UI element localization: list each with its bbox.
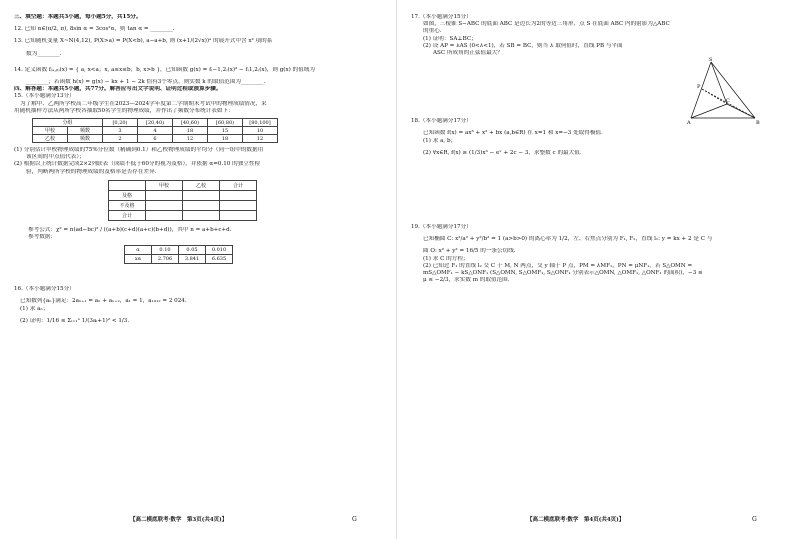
question-15-part2-line1: (2) 根据以上统计数据完成2×2列联表（成绩不低于60分的视为及格），并依据 α=0.10 的独立性检	[14, 161, 261, 168]
table-cell: 6.635	[206, 255, 233, 264]
table-cell: 4	[138, 127, 173, 135]
tetrahedron-figure	[687, 56, 783, 134]
table-cell: 0.010	[206, 246, 233, 255]
table-header-cell: [80,100]	[243, 119, 278, 127]
question-16-part1: (1) 求 aₙ；	[20, 305, 49, 312]
table-row	[125, 255, 233, 264]
table-header-cell: 乙校	[183, 180, 220, 190]
question-19-part1: (1) 求 C 的方程；	[423, 255, 469, 262]
table-header-row	[33, 119, 278, 127]
question-19-line2: 圆 O: x² + y² = 16/5 的一条公切线.	[423, 248, 516, 255]
table-cell: 2.706	[152, 255, 179, 264]
question-18-title: 18.（本小题满分17分）	[411, 118, 472, 125]
table-cell: 频数	[68, 127, 103, 135]
label-P: P	[697, 84, 701, 90]
question-15-part2-line2: 验，判断两所学校的物理成绩的及格率是否存在差异.	[26, 168, 157, 175]
question-13-line1: 13. 已知随机变量 X~N(4,12), P(X>a) = P(X<b), a−a+b, 则 (x+1/(2√x))ᵃ 的展开式中含 x² 项的系	[14, 38, 273, 45]
table-header-cell: 甲校	[146, 180, 183, 190]
table-cell: α	[125, 246, 152, 255]
table-cell	[146, 190, 183, 200]
table-cell	[146, 200, 183, 210]
table-cell: 频数	[68, 135, 103, 143]
reference-data-label: 参考数据：	[28, 234, 56, 241]
question-17-part2: (2) 设 AP = λAS (0<λ<1)，若 SB = BC，则当 λ 取何值时，直线 PB 与平面	[423, 42, 623, 49]
contingency-table	[108, 180, 257, 221]
table-cell: 18	[173, 127, 208, 135]
table-cell: 10	[243, 127, 278, 135]
question-14-line1: 14. 定义函数 f₍ₐ,ᵦ₎(x) = { a, x<a；x, a≤x≤b；b, x>b }，已知函数 g(x) = f₍−1,2₎(x)² − f₍1,2₎(x)，则 g(x) 的值域为	[14, 66, 315, 73]
question-17-title: 17.（本小题满分15分）	[411, 14, 472, 20]
table-cell: 及格	[109, 190, 146, 200]
question-18-part2: (2) ∀x∈R, f(x) ≥ (1/3)x³ − eˣ + 2c − 3，求整数 c 的最大值.	[423, 149, 582, 156]
table-header-row	[109, 180, 257, 190]
table-cell: 6	[138, 135, 173, 143]
table-cell: 乙校	[33, 135, 68, 143]
question-18-line1: 已知函数 f(x) = ax³ + x² + bx (a,b∈R) 在 x=1 和 x=−3 处取得极值.	[423, 130, 603, 137]
critical-value-table	[124, 245, 233, 264]
question-19-line1: 已知椭圆 C: x²/a² + y²/b² = 1 (a>b>0) 的离心率为 1/2，左、右焦点分别为 F₁, F₂，直线 l₁: y = kx + 2 是 C 与	[423, 236, 713, 243]
table-cell: 合计	[109, 210, 146, 220]
table-row	[109, 200, 257, 210]
section4-title: 四、解答题：本题共5小题，共77分。解答应写出文字说明、证明过程或演算步骤。	[14, 86, 222, 93]
edge-AC	[691, 104, 727, 118]
label-B: B	[756, 120, 760, 126]
table-cell: 12	[243, 135, 278, 143]
edge-CB	[727, 104, 755, 118]
table-cell: 0.05	[179, 246, 206, 255]
label-S: S	[709, 57, 713, 63]
table-row	[33, 135, 278, 143]
table-cell: 甲校	[33, 127, 68, 135]
question-15-part1-line1: (1) 分别估计甲校物理成绩的75%分位数（精确到0.1）和乙校物理成绩的平均分（同一组中的数据用	[14, 147, 264, 154]
table-cell	[146, 210, 183, 220]
table-cell	[183, 200, 220, 210]
table-cell: 0.10	[152, 246, 179, 255]
page-footer: 【高二模底联考·数学 第3页(共4页)】	[130, 517, 228, 523]
table-cell: 12	[173, 135, 208, 143]
segment-PC	[702, 89, 727, 104]
footer-version-mark: G	[752, 516, 757, 523]
question-15-line2: 用随机抽样方法从两所学校各抽取50名学生的物理成绩，并作出了频数分布统计表如下：	[14, 107, 234, 114]
table-header-cell: [20,40)	[138, 119, 173, 127]
question-15-title: 15.（本小题满分13分）	[14, 93, 75, 100]
table-header-cell: 合计	[220, 180, 257, 190]
question-17-line1: 如图，三棱锥 S−ABC 的底面 ABC 是边长为2的等边三角形，点 S 在底面 ABC 内的射影为△ABC	[423, 21, 670, 28]
question-19-part2-line1: (2) 已知过 F₁ 的直线 l₂ 交 C 于 M, N 两点，交 y 轴于 P 点，PM = λMF₁，PN = μNF₁，若 S△OMN =	[423, 262, 693, 269]
table-header-cell: 分组	[33, 119, 103, 127]
question-13-line2: 数为________.	[26, 50, 62, 57]
table-cell	[183, 210, 220, 220]
table-header-cell: [60,80)	[208, 119, 243, 127]
table-cell	[220, 200, 257, 210]
frequency-table	[32, 118, 278, 143]
question-19-title: 19.（本小题满分17分）	[411, 224, 472, 231]
question-17-part1: (1) 证明：SA⊥BC；	[423, 35, 477, 42]
table-cell: 3	[103, 127, 138, 135]
table-cell: 2	[103, 135, 138, 143]
table-cell: 15	[208, 127, 243, 135]
edge-SC	[711, 62, 727, 104]
table-row	[33, 127, 278, 135]
question-16-part2: (2) 证明：1/16 ≤ Σᵢ₌₁ⁿ 1/(3aᵢ+1)² < 1/3.	[20, 317, 130, 324]
table-row	[109, 210, 257, 220]
table-cell	[220, 210, 257, 220]
table-cell	[220, 190, 257, 200]
question-19-part2-line3: μ ≤ −2/3，求实数 m 的取值范围.	[423, 277, 510, 284]
page-4	[397, 0, 794, 539]
table-header-cell: [40,60)	[173, 119, 208, 127]
table-header-cell	[109, 180, 146, 190]
table-cell: xα	[125, 255, 152, 264]
edge-SB	[711, 62, 755, 118]
question-12: 12. 已知 α∈(π/2, π), 8sin α = 3cos²α，则 tan α = ________.	[14, 26, 175, 33]
question-17-part2-line2: ASC 所成角的正弦值最大？	[433, 50, 503, 57]
question-14-line2: ________；若函数 h(x) = g(x) − kx + 1 − 2k 恰有3个零点，则实数 k 的取值范围为________.	[26, 79, 266, 86]
question-16-title: 16.（本小题满分15分）	[14, 286, 75, 293]
label-C: C	[726, 98, 730, 104]
table-cell: 18	[208, 135, 243, 143]
question-16-line1: 已知数列{aₙ}满足：2aₙ₊₁ = aₙ + aₙ₊₂，a₁ = 1，a₁₀₁₂ = 2 024.	[20, 298, 187, 305]
table-header-cell: [0,20)	[103, 119, 138, 127]
question-17-line2: 的重心.	[423, 28, 442, 35]
section3-title: 三、填空题：本题共3小题，每小题5分，共15分。	[14, 14, 142, 20]
question-19-part2-line2: mS△OMF₁ − kS△ONF₁ (S△OMN, S△OMF₁, S△ONF₁ 分别表示△OMN, △OMF₁, △ONF₁ 的面积)，−3 ≤	[423, 270, 703, 277]
page-footer: 【高二模底联考·数学 第4页(共4页)】	[527, 517, 625, 523]
question-18-part1: (1) 求 a, b；	[423, 137, 457, 144]
table-row	[125, 246, 233, 255]
table-cell: 不及格	[109, 200, 146, 210]
footer-version-mark: G	[352, 516, 357, 523]
question-15-part1-line2: 该区间的中点值代表）；	[26, 154, 85, 161]
label-A: A	[687, 120, 691, 126]
question-15-line1: 为了解甲、乙两所学校高二年级学生在2023—2024学年度第二学期期末考试中的物理成绩情况，采	[20, 100, 267, 107]
table-row	[109, 190, 257, 200]
reference-formula: 参考公式：χ² = n(ad−bc)² / ((a+b)(c+d)(a+c)(b+d))，其中 n = a+b+c+d.	[28, 226, 232, 233]
table-cell: 3.841	[179, 255, 206, 264]
table-cell	[183, 190, 220, 200]
edge-SA	[691, 62, 711, 118]
